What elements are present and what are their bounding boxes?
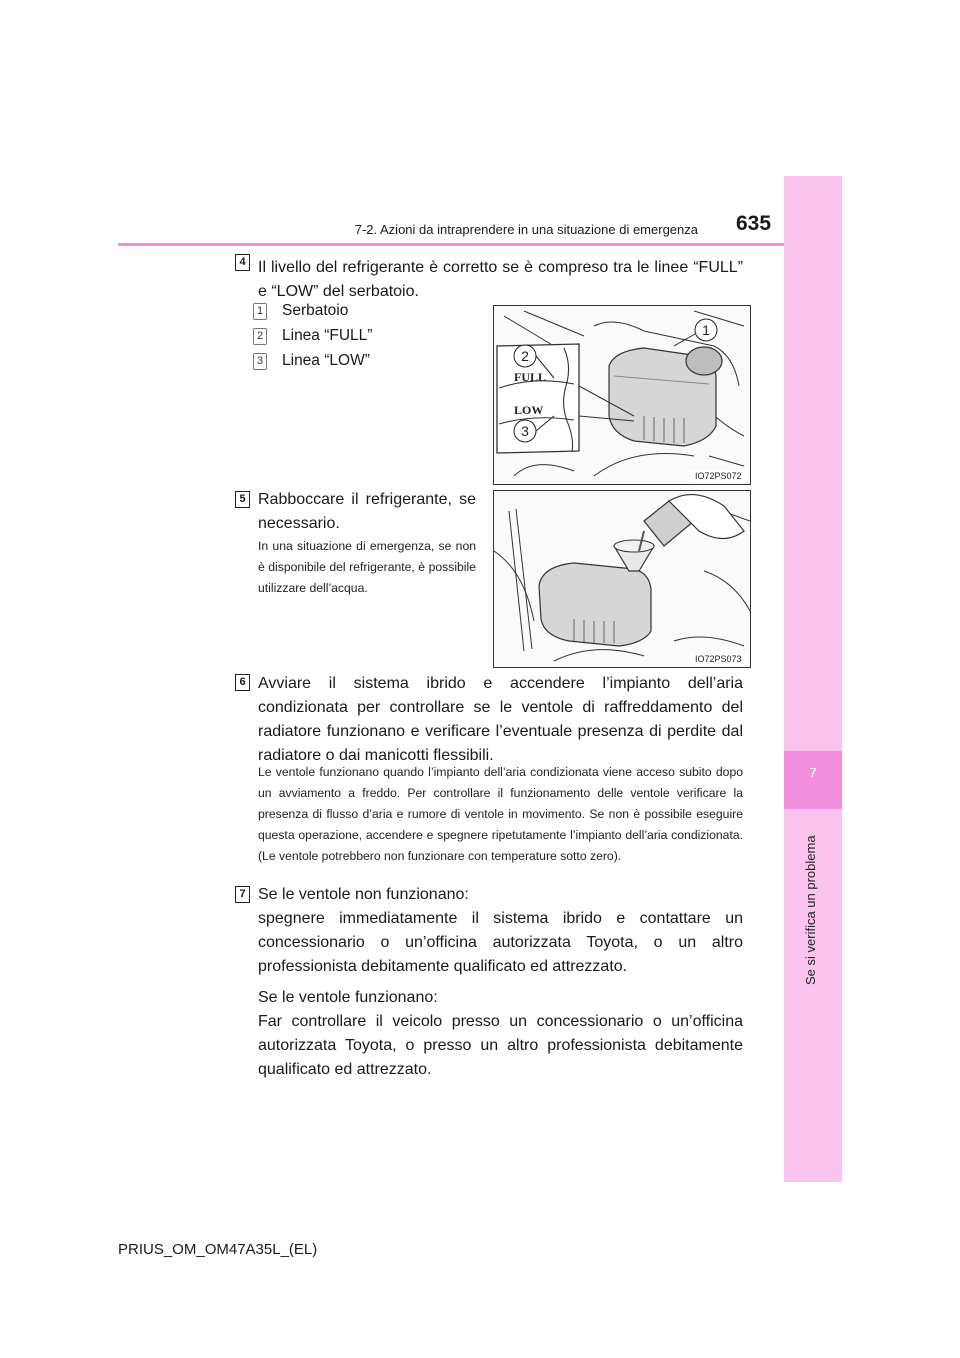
figure-marker-1: 1 bbox=[702, 322, 710, 338]
figure-marker-2: 2 bbox=[521, 348, 529, 364]
step-5-text: Rabboccare il refrigerante, se necessario. bbox=[258, 491, 476, 532]
inset-full-mark: FULL bbox=[514, 370, 547, 384]
step-number-7: 7 bbox=[235, 886, 250, 903]
step-number-6: 6 bbox=[235, 674, 250, 691]
step-5-note: In una situazione di emergenza, se non è disponibile del refrigerante, è possibile utilizzare dell’acqua. bbox=[258, 539, 476, 595]
callout-label-tank: Serbatoio bbox=[282, 302, 349, 319]
section-title: 7-2. Azioni da intraprendere in una situazione di emergenza bbox=[354, 222, 698, 237]
step-number-5: 5 bbox=[235, 491, 250, 508]
figure-code-1: IO72PS072 bbox=[695, 471, 742, 481]
step-7-action-a: spegnere immediatamente il sistema ibrido e contattare un concessionario o un’officina autorizzata Toyota, o un altro professionista debitamente qualificato ed attrezzato. bbox=[258, 910, 743, 975]
step-7-condition-a: Se le ventole non funzionano: bbox=[258, 886, 469, 903]
step-number-4: 4 bbox=[235, 254, 250, 271]
callout-number-2: 2 bbox=[253, 328, 267, 345]
callout-label-full: Linea “FULL” bbox=[282, 327, 373, 344]
callout-label-low: Linea “LOW” bbox=[282, 352, 370, 369]
chapter-label: Se si verifica un problema bbox=[803, 835, 818, 985]
step-4-text: Il livello del refrigerante è corretto se è compreso tra le linee “FULL” e “LOW” del serbatoio. bbox=[258, 259, 743, 300]
figure-refill-coolant bbox=[493, 490, 751, 668]
page-number: 635 bbox=[736, 212, 772, 235]
chapter-number: 7 bbox=[809, 765, 817, 780]
chapter-number-tab[interactable] bbox=[784, 751, 842, 809]
figure-code-2: IO72PS073 bbox=[695, 654, 742, 664]
step-6-text: Avviare il sistema ibrido e accendere l’impianto dell’aria condizionata per controllare se le ventole di raffreddamento del radiatore funzionano e verificare l’eventuale presenza di perdite dal radiatore o dai manicotti flessibili. bbox=[258, 675, 743, 764]
callout-number-1: 1 bbox=[253, 303, 267, 320]
step-7-action-b: Far controllare il veicolo presso un concessionario o un’officina autorizzata Toyota, o presso un altro professionista debitamente qualificato ed attrezzato. bbox=[258, 1013, 743, 1078]
inset-low-mark: LOW bbox=[514, 403, 544, 417]
step-7-condition-b: Se le ventole funzionano: bbox=[258, 989, 438, 1006]
step-6-note: Le ventole funzionano quando l’impianto dell’aria condizionata viene acceso subito dopo un avviamento a freddo. Per controllare il funzionamento delle ventole verificare la presenza di flusso d’aria e rumore di ventole in movimento. Se non è possibile eseguire questa operazione, accendere e spegnere ripetutamente l’impianto dell’aria condizionata. (Le ventole potrebbero non funzionare con temperature sotto zero). bbox=[258, 765, 743, 863]
figure-coolant-reservoir bbox=[493, 305, 751, 485]
callout-number-3: 3 bbox=[253, 353, 267, 370]
header-rule bbox=[118, 243, 784, 246]
chapter-side-tab bbox=[784, 176, 842, 1182]
figure-marker-3: 3 bbox=[521, 423, 529, 439]
document-footer-code: PRIUS_OM_OM47A35L_(EL) bbox=[118, 1241, 318, 1258]
